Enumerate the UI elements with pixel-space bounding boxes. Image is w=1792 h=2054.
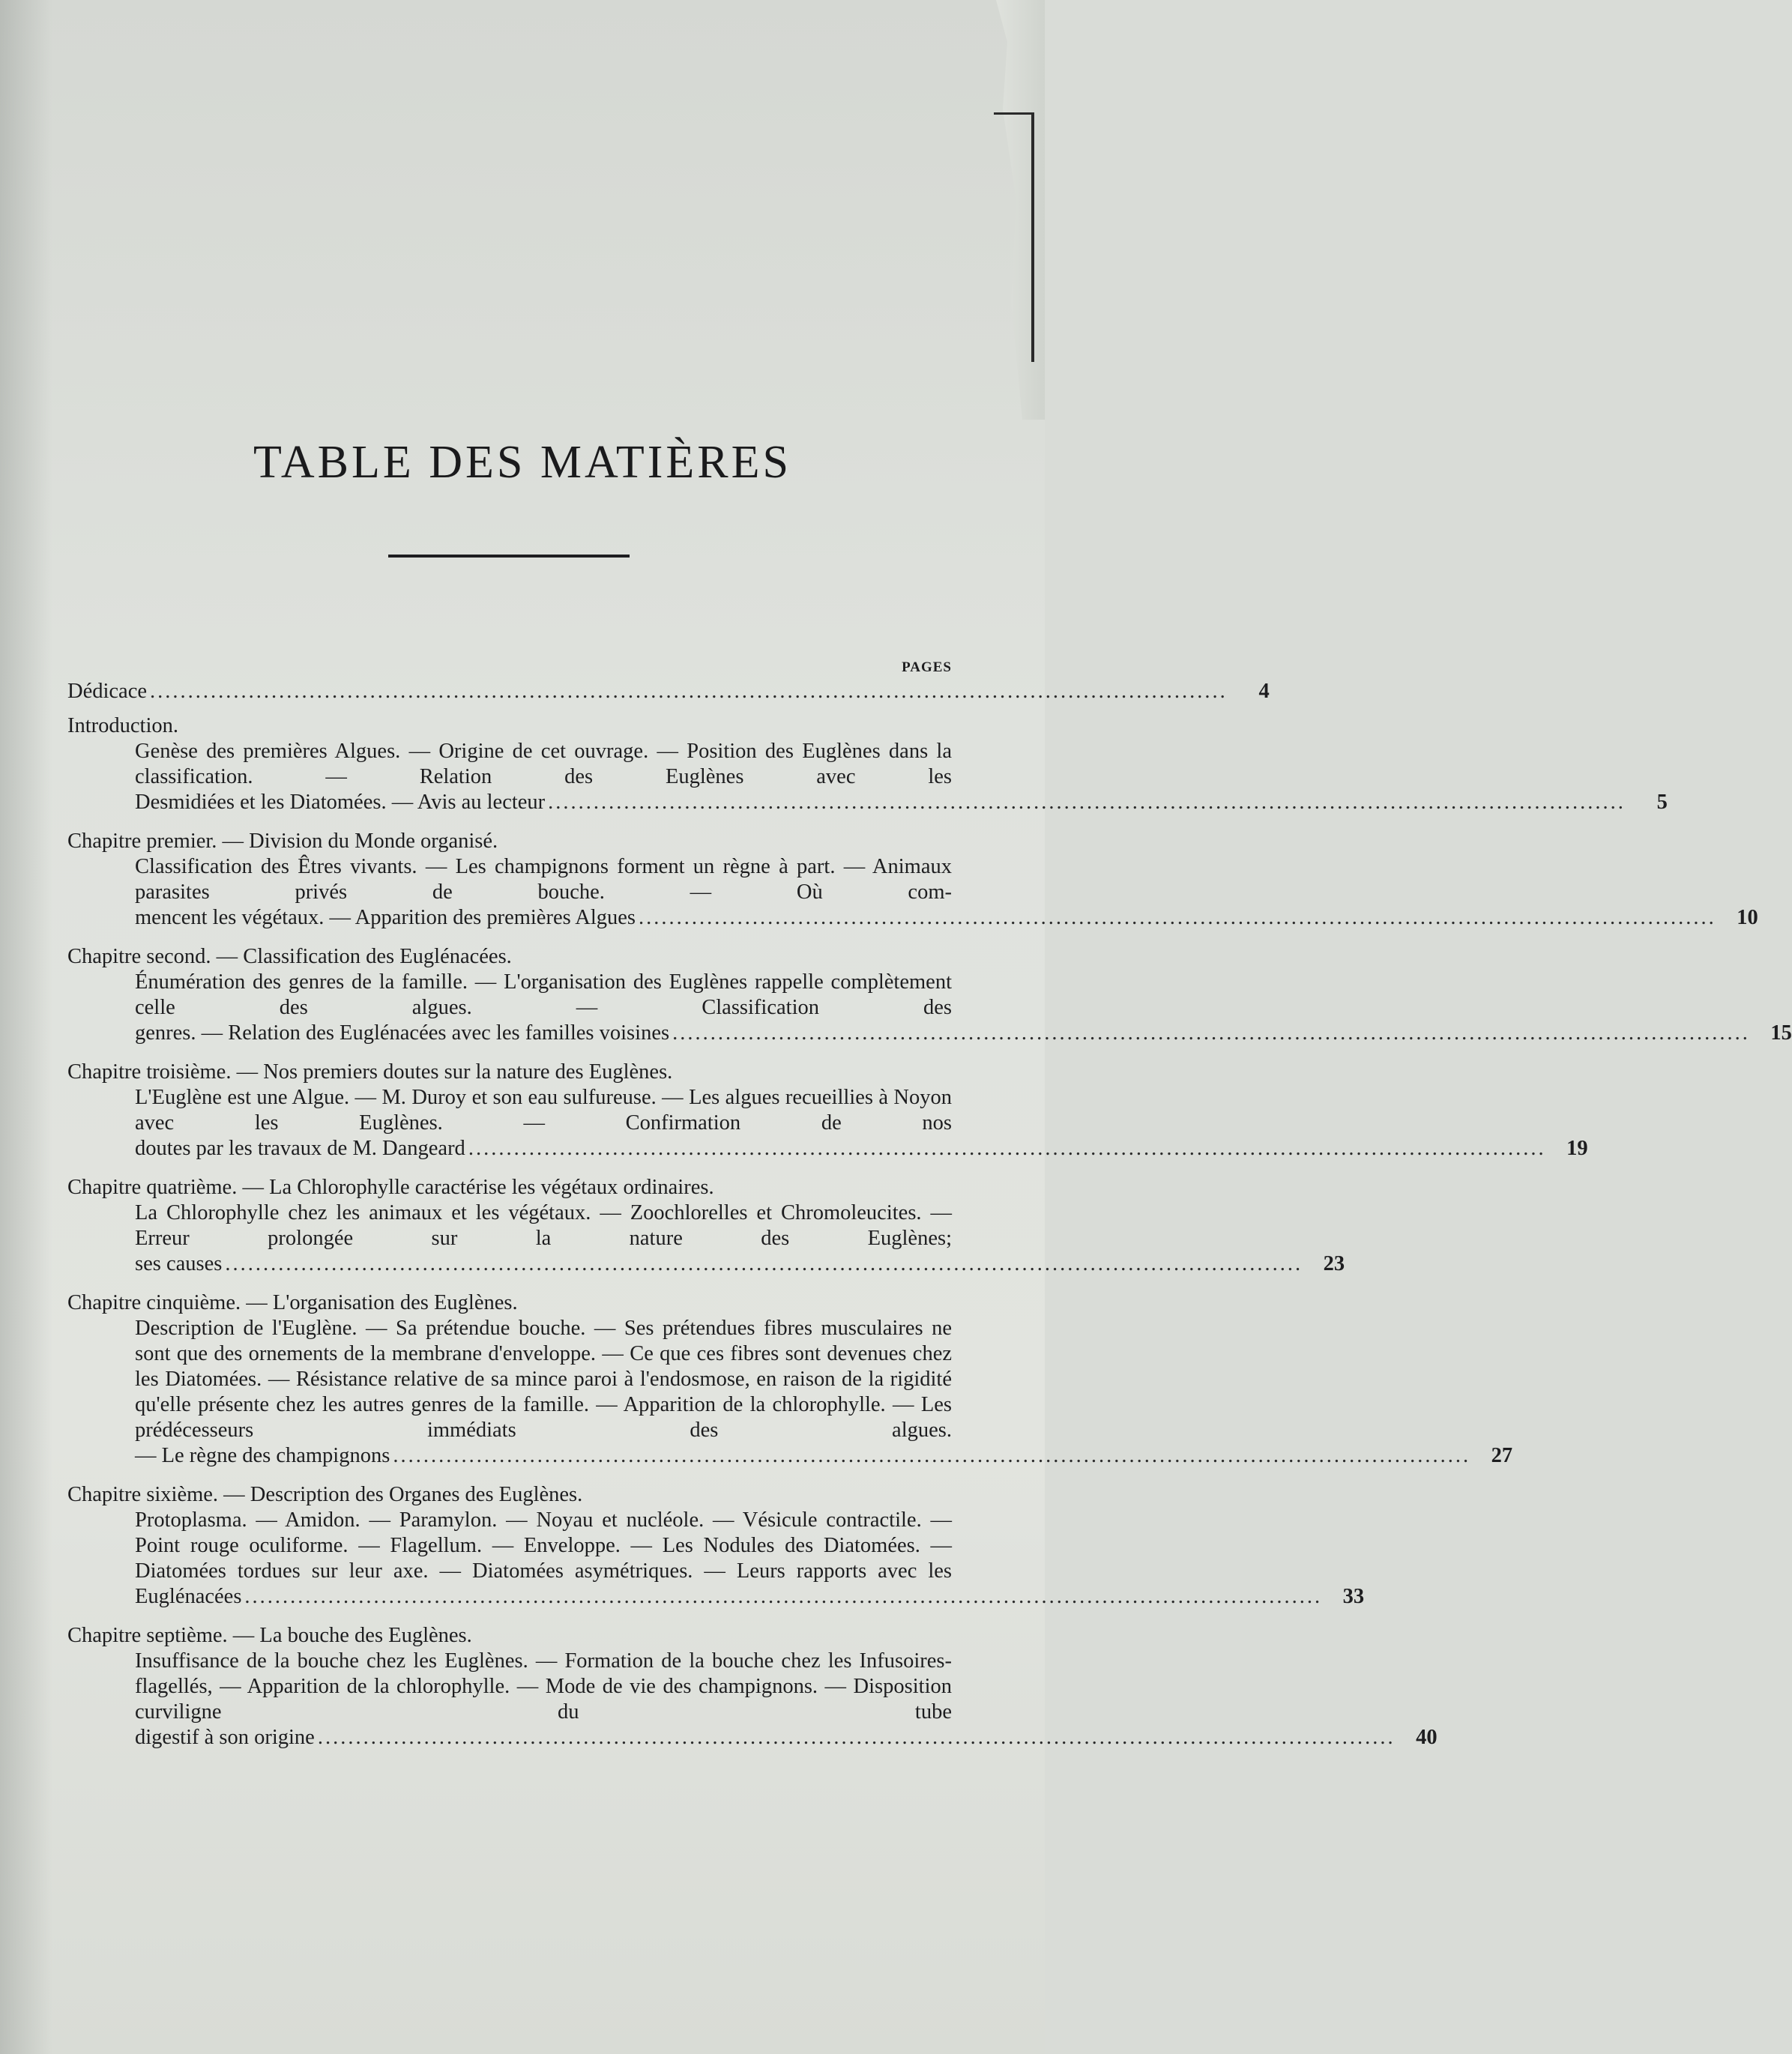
chapter-summary-text: Insuffisance de la bouche chez les Euglènes. — Formation de la bouche chez les Infusoires-flagellés, — Apparition de la chlorophylle. — Mode de vie des champignons. — Disposition curviligne du tube	[135, 1649, 952, 1724]
page-number: 4	[1258, 680, 1270, 703]
toc-entry-chapter-3[interactable]	[67, 1060, 1588, 1162]
toc-entry-chapter-6[interactable]	[67, 1482, 1365, 1610]
toc-entry-chapter-2[interactable]	[67, 944, 1792, 1046]
dot-leader: ..............................................................................................................................................	[393, 1444, 1471, 1467]
chapter-summary-text: La Chlorophylle chez les animaux et les végétaux. — Zoochlorelles et Chromoleucites. — Erreur prolongée sur la nature des Euglènes;	[135, 1201, 952, 1250]
page-number: 15	[1770, 1021, 1792, 1045]
toc-entry-chapter-4[interactable]	[67, 1175, 1345, 1277]
chapter-summary	[67, 1649, 1437, 1751]
page-number: 10	[1737, 906, 1758, 929]
dot-leader: ..............................................................................................................................................	[150, 680, 1228, 703]
chapter-heading: Chapitre troisième. — Nos premiers doutes sur la nature des Euglènes.	[67, 1060, 673, 1084]
title-rule	[388, 555, 630, 558]
entry-summary	[67, 739, 1668, 815]
dot-leader: ..............................................................................................................................................	[672, 1021, 1750, 1045]
underlying-page-bracket	[994, 112, 1034, 362]
chapter-summary-text: L'Euglène est une Algue. — M. Duroy et son eau sulfureuse. — Les algues recueillies à Noyon avec les Euglènes. — Confirmation de nos	[135, 1086, 952, 1135]
chapter-summary-last-line: Euglénacées	[135, 1585, 242, 1608]
page-edge-shadow	[0, 0, 52, 2054]
chapter-heading: Chapitre septième. — La bouche des Euglènes.	[67, 1624, 472, 1647]
page-title: TABLE DES MATIÈRES	[253, 437, 792, 488]
dot-leader: ..............................................................................................................................................	[317, 1726, 1396, 1749]
toc-entry-introduction[interactable]	[67, 713, 1668, 815]
chapter-summary-text: Protoplasma. — Amidon. — Paramylon. — Noyau et nucléole. — Vésicule contractile. — Point rouge oculiforme. — Flagellum. — Enveloppe. — Les Nodules des Diatomées. — Diatomées tordues sur leur axe. — Diatomées asymétriques. — Leurs rapports avec les	[135, 1508, 952, 1583]
dot-leader: ..............................................................................................................................................	[548, 791, 1626, 814]
chapter-summary-last-line: genres. — Relation des Euglénacées avec les familles voisines	[135, 1021, 670, 1045]
page-number: 23	[1323, 1252, 1345, 1275]
chapter-heading: Chapitre second. — Classification des Euglénacées.	[67, 945, 512, 968]
chapter-summary	[67, 1200, 1345, 1277]
entry-label: Dédicace	[67, 680, 147, 703]
chapter-heading: Chapitre sixième. — Description des Organes des Euglènes.	[67, 1483, 583, 1506]
chapter-summary-last-line: mencent les végétaux. — Apparition des premières Algues	[135, 906, 636, 929]
page-number: 33	[1342, 1585, 1365, 1608]
dot-leader: ..............................................................................................................................................	[468, 1137, 1546, 1160]
chapter-summary-text: Classification des Êtres vivants. — Les champignons forment un règne à part. — Animaux parasites privés de bouche. — Où com-	[135, 855, 952, 904]
chapter-summary-last-line: digestif à son origine	[135, 1726, 315, 1749]
entry-summary-last-line: Desmidiées et les Diatomées. — Avis au lecteur	[135, 791, 546, 814]
toc-entry-dedicace[interactable]	[67, 679, 1270, 704]
chapter-heading: Chapitre premier. — Division du Monde organisé.	[67, 830, 498, 853]
chapter-summary-text: Description de l'Euglène. — Sa prétendue bouche. — Ses prétendues fibres musculaires ne sont que des ornements de la membrane d'enveloppe. — Ce que ces fibres sont devenues chez les Diatomées. — Résistance relative de sa mince paroi à l'endosmose, en raison de la rigidité qu'elle présente chez les autres genres de la famille. — Apparition de la chlorophylle. — Les prédécesseurs immédiats des algues.	[135, 1317, 952, 1442]
dot-leader: ..............................................................................................................................................	[638, 906, 1716, 929]
page-number: 5	[1656, 791, 1668, 814]
page-number: 19	[1566, 1137, 1588, 1160]
chapter-summary	[67, 970, 1792, 1046]
chapter-summary-last-line: doutes par les travaux de M. Dangeard	[135, 1137, 465, 1160]
chapter-summary	[67, 854, 1758, 931]
entry-summary-text: Genèse des premières Algues. — Origine de cet ouvrage. — Position des Euglènes dans la classification. — Relation des Euglènes avec les	[135, 740, 952, 788]
chapter-summary-last-line: — Le règne des champignons	[135, 1444, 390, 1467]
toc-entry-chapter-5[interactable]	[67, 1290, 1513, 1469]
dot-leader: ..............................................................................................................................................	[225, 1252, 1303, 1275]
page-number: 40	[1416, 1726, 1437, 1749]
chapter-summary-last-line: ses causes	[135, 1252, 223, 1275]
dot-leader: ..............................................................................................................................................	[244, 1585, 1323, 1608]
chapter-heading: Chapitre quatrième. — La Chlorophylle caractérise les végétaux ordinaires.	[67, 1176, 714, 1199]
table-of-contents	[67, 679, 1792, 1751]
page-number: 27	[1491, 1444, 1513, 1467]
chapter-summary	[67, 1508, 1365, 1610]
toc-entry-chapter-1[interactable]	[67, 829, 1758, 931]
chapter-heading: Chapitre cinquième. — L'organisation des Euglènes.	[67, 1291, 518, 1314]
chapter-summary	[67, 1085, 1588, 1162]
toc-entry-chapter-7[interactable]	[67, 1623, 1437, 1751]
entry-heading: Introduction.	[67, 714, 179, 737]
chapter-summary	[67, 1316, 1513, 1469]
pages-column-label: PAGES	[902, 659, 952, 675]
chapter-summary-text: Énumération des genres de la famille. — L'organisation des Euglènes rappelle complètement celle des algues. — Classification des	[135, 970, 952, 1019]
